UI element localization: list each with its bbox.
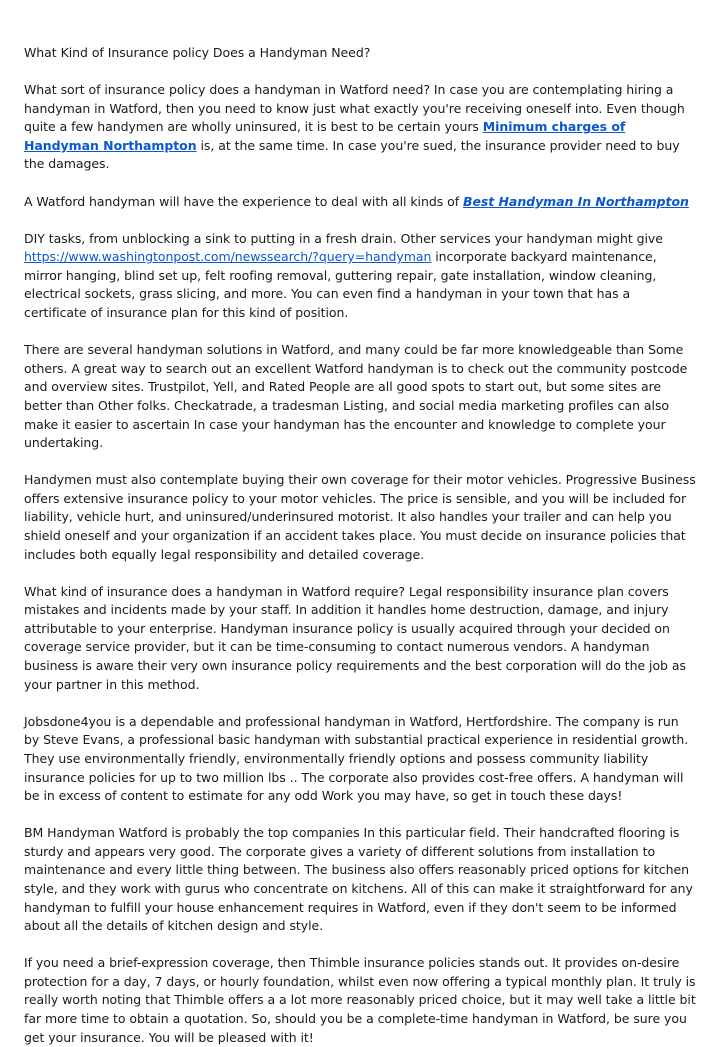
paragraph-5: Handymen must also contemplate buying their own coverage for their motor vehicles. Progressive Business offers extensive insurance policy to your motor vehicles. The price is sensible, and you will be included for liability, vehicle hurt, and uninsured/underinsured motorist. It also handles your trailer and can help you shield oneself and your organization if an accident takes place. You must decide on insurance policies that includes both equally legal responsibility and detailed coverage. xyxy=(24,472,696,562)
link-best-handyman[interactable]: Best Handyman In Northampton xyxy=(463,193,689,209)
paragraph-1-text-before: What sort of insurance policy does a handyman in Watford need? In case you are contemplating hiring a handyman in Watford, then you need to know just what exactly you're receiving oneself into. Even though quite a few handymen are wholly uninsured, it is best to be certain yours xyxy=(24,82,685,135)
paragraph-1 xyxy=(24,81,696,174)
paragraph-8: BM Handyman Watford is probably the top companies In this particular field. Their handcrafted flooring is sturdy and appears very good. The corporate gives a variety of different solutions from installation to maintenance and every little thing between. The business also offers reasonably priced options for kitchen style, and they work with gurus who concentrate on kitchens. All of this can make it straightforward for any handyman to fulfill your house enhancement requires in Watford, even if they don't seem to be informed about all the details of kitchen design and style. xyxy=(24,825,693,934)
document-title: What Kind of Insurance policy Does a Handyman Need? xyxy=(24,45,371,60)
link-minimum-charges-handyman[interactable]: Minimum charges of Handyman Northampton xyxy=(24,119,626,153)
paragraph-4: There are several handyman solutions in Watford, and many could be far more knowledgeable than Some others. A great way to search out an excellent Watford handyman is to check out the community postcode and overview sites. Trustpilot, Yell, and Rated People are all good spots to start out, but some sites are better than Other folks. Checkatrade, a tradesman Listing, and social media marketing profiles can also make it easier to ascertain In case your handyman has the encounter and knowledge to complete your undertaking. xyxy=(24,342,688,451)
paragraph-2 xyxy=(24,193,696,212)
paragraph-1-text-after: is, at the same time. In case you're sued, the insurance provider need to buy the damages. xyxy=(24,137,680,172)
paragraph-3-text-before: DIY tasks, from unblocking a sink to putting in a fresh drain. Other services your handyman might give xyxy=(24,230,663,246)
paragraph-9: If you need a brief-expression coverage, then Thimble insurance policies stands out. It provides on-desire protection for a day, 7 days, or hourly foundation, whilst even now offering a typical monthly plan. It truly is really worth noting that Thimble offers a a lot more reasonably priced choice, but it may well take a little bit far more time to obtain a quotation. So, should you be a complete-time handyman in Watford, be sure you get your insurance. You will be pleased with it! xyxy=(24,955,696,1045)
paragraph-2-text-before: A Watford handyman will have the experience to deal with all kinds of xyxy=(24,193,463,209)
paragraph-6: What kind of insurance does a handyman in Watford require? Legal responsibility insurance plan covers mistakes and incidents made by your staff. In addition it handles home destruction, damage, and injury attributable to your enterprise. Handyman insurance policy is usually acquired through your decided on coverage service provider, but it can be time-consuming to contact numerous vendors. A handyman business is aware their very own insurance policy requirements and the best corporation will do the job as your partner in this method. xyxy=(24,583,686,692)
paragraph-7: Jobsdone4you is a dependable and professional handyman in Watford, Hertfordshire. The company is run by Steve Evans, a professional basic handyman with substantial practical experience in residential growth. They use environmentally friendly, environmentally friendly options and possess community liability insurance policies for up to two million lbs .. The corporate also provides cost-free offers. A handyman will be in excess of content to estimate for any odd Work you may have, so get in touch these days! xyxy=(24,713,689,804)
paragraph-3-text-after: incorporate backyard maintenance, mirror hanging, blind set up, felt roofing removal, guttering repair, gate installation, window cleaning, electrical sockets, grass slicing, and more. You can even find a handyman in your town that has a certificate of insurance plan for this kind of position. xyxy=(24,249,657,321)
paragraph-3 xyxy=(24,230,696,323)
link-washingtonpost-search[interactable]: https://www.washingtonpost.com/newssearch/?query=handyman xyxy=(24,249,432,265)
